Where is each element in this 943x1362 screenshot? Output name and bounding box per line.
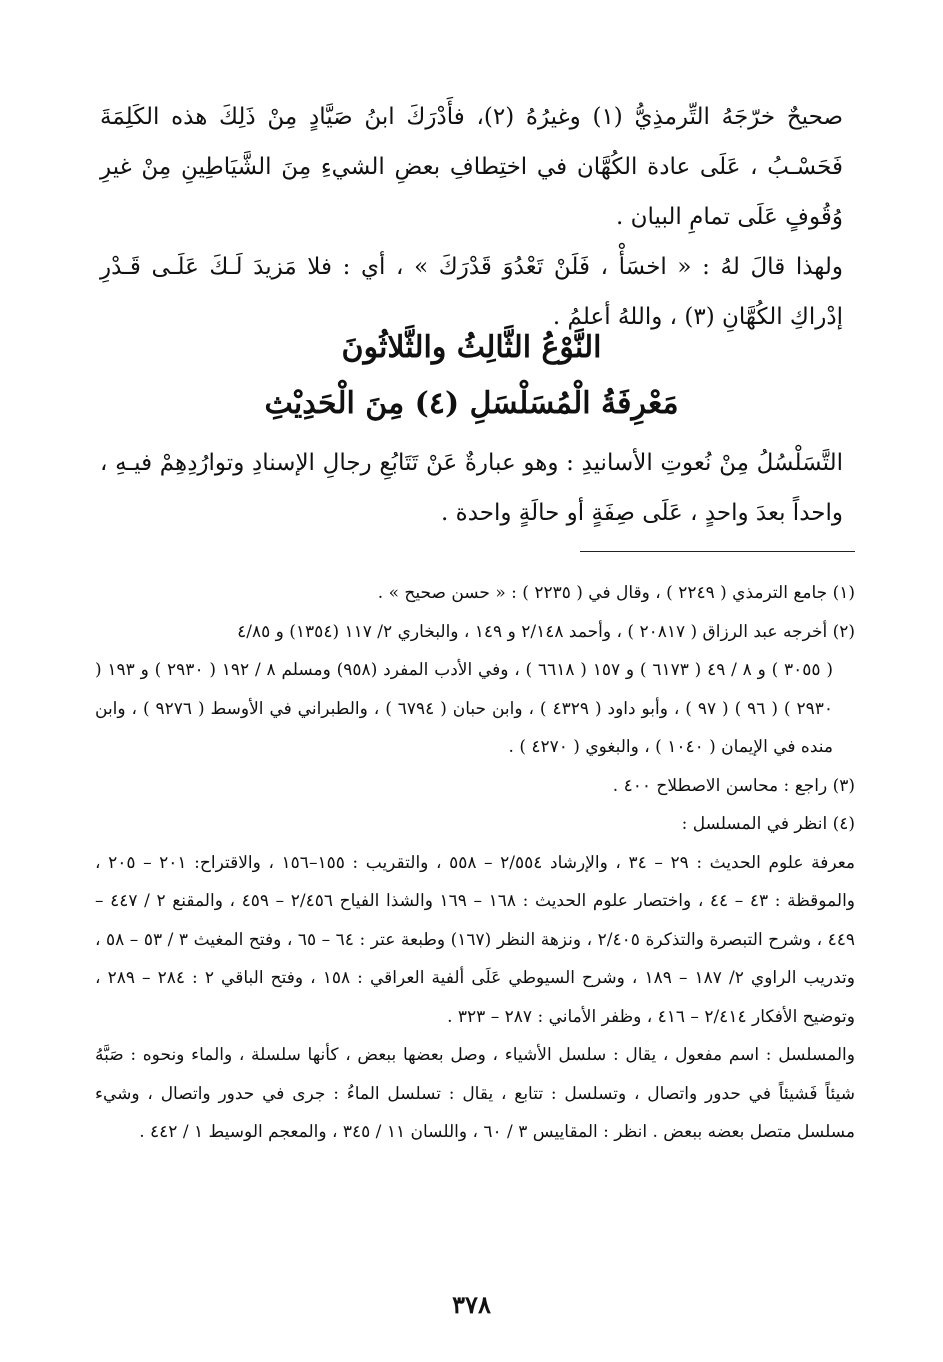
section-paragraph: التَّسَلْسُلُ مِنْ نُعوتِ الأسانيدِ : وهو عبارةٌ عَنْ تَتَابُعِ رجالِ الإسنادِ وتوارُدِهِمْ فيـهِ ، واحداً بعدَ واحدٍ ، عَلَى صِفَةٍ أو حالَةٍ واحدة .	[100, 450, 843, 526]
chapter-title: النَّوْعُ الثَّالِثُ والثَّلاثُونَ	[341, 330, 602, 365]
paragraph-2: ولهذا قالَ لهُ : « اخسَأْ ، فَلَنْ تَعْدُوَ قَدْرَكَ » ، أي : فلا مَزيدَ لَـكَ عَلَـى قَـدْرِ إدْراكِ الكُهَّانِ (٣) ، واللهُ أعلمُ .	[100, 254, 843, 330]
footnote-4-references: معرفة علوم الحديث : ٢٩ – ٣٤ ، والإرشاد ٢/٥٥٤ – ٥٥٨ ، والتقريب : ١٥٥–١٥٦ ، والاقتراح: ٢٠١ – ٢٠٥ ، والموقظة : ٤٣ – ٤٤ ، واختصار علوم الحديث : ١٦٨ – ١٦٩ والشذا الفياح ٢/٤٥٦ – ٤٥٩ ، والمقنع ٢ / ٤٤٧ – ٤٤٩ ، وشرح التبصرة والتذكرة ٢/٤٠٥ ، ونزهة النظر (١٦٧) وطبعة عتر : ٦٤ – ٦٥ ، وفتح المغيث ٣ / ٥٣ – ٥٨ ، وتدريب الراوي ٢/ ١٨٧ – ١٨٩ ، وشرح السيوطي عَلَى ألفية العراقي : ١٥٨ ، وفتح الباقي ٢ : ٢٨٤ – ٢٨٩ ، وتوضيح الأفكار ٢/٤١٤ – ٤١٦ ، وظفر الأماني : ٢٨٧ – ٣٢٣ .	[95, 852, 856, 1027]
footnote-2-continuation: ( ٣٠٥٥ ) و ٨ / ٤٩ ( ٦١٧٣ ) و ١٥٧ ( ٦٦١٨ ) ، وفي الأدب المفرد (٩٥٨) ومسلم ٨ / ١٩٢ ( ٢٩٣٠ ) و ١٩٣ ( ٢٩٣٠ ) ( ٩٦ ) ( ٩٧ ) ، وأبو داود ( ٤٣٢٩ ) ، وابن حبان ( ٦٧٩٤ ) ، والطبراني في الأوسط ( ٩٢٧٦ ) ، وابن منده في الإيمان ( ١٠٤٠ ) ، والبغوي ( ٤٢٧٠ ) .	[95, 660, 833, 757]
footnote-divider	[580, 551, 855, 552]
chapter-subtitle: مَعْرِفَةُ الْمُسَلْسَلِ (٤) مِنَ الْحَدِيْثِ	[264, 386, 679, 421]
chapter-heading	[100, 320, 843, 432]
paragraph-1: صحيحٌ خرّجَهُ التِّرمذِيُّ (١) وغيرُهُ (٢)، فأَدْرَكَ ابنُ صَيَّادٍ مِنْ ذَلِكَ هذه الكَلِمَةَ فَحَسْـبُ ، عَلَى عادة الكُهَّان في اختِطافِ بعضِ الشيءِ مِنَ الشَّيَاطِينِ مِنْ غيرِ وُقُوفٍ عَلَى تمامِ البيان .	[100, 104, 843, 230]
footnotes	[95, 574, 855, 1152]
page-number: ٣٧٨	[452, 1290, 491, 1319]
footnote-4-intro: (٤) انظر في المسلسل :	[681, 814, 855, 834]
footnote-3: (٣) راجع : محاسن الاصطلاح ٤٠٠ .	[612, 775, 855, 796]
footnote-1: (١) جامع الترمذي ( ٢٢٤٩ ) ، وقال في ( ٢٢٣٥ ) : « حسن صحيح » .	[377, 583, 855, 603]
footnote-2-first-line: (٢) أخرجه عبد الرزاق ( ٢٠٨١٧ ) ، وأحمد ٢/١٤٨ و ١٤٩ ، والبخاري ٢/ ١١٧ (١٣٥٤) و ٤/٨٥	[237, 621, 855, 642]
footnote-4-definition: والمسلسل : اسم مفعول ، يقال : سلسل الأشياء ، وصل بعضها ببعض ، كأنها سلسلة ، والماء ونحوه : صَبَّهُ شيئاً فَشيئاً في حدور واتصال ، وتسلسل : تتابع ، يقال : تسلسل الماءُ : جرى في حدور واتصال ، وشيء مسلسل متصل بعضه ببعض . انظر : المقاييس ٣ / ٦٠ ، واللسان ١١ / ٣٤٥ ، والمعجم الوسيط ١ / ٤٤٢ .	[95, 1045, 855, 1142]
main-text	[100, 92, 843, 342]
